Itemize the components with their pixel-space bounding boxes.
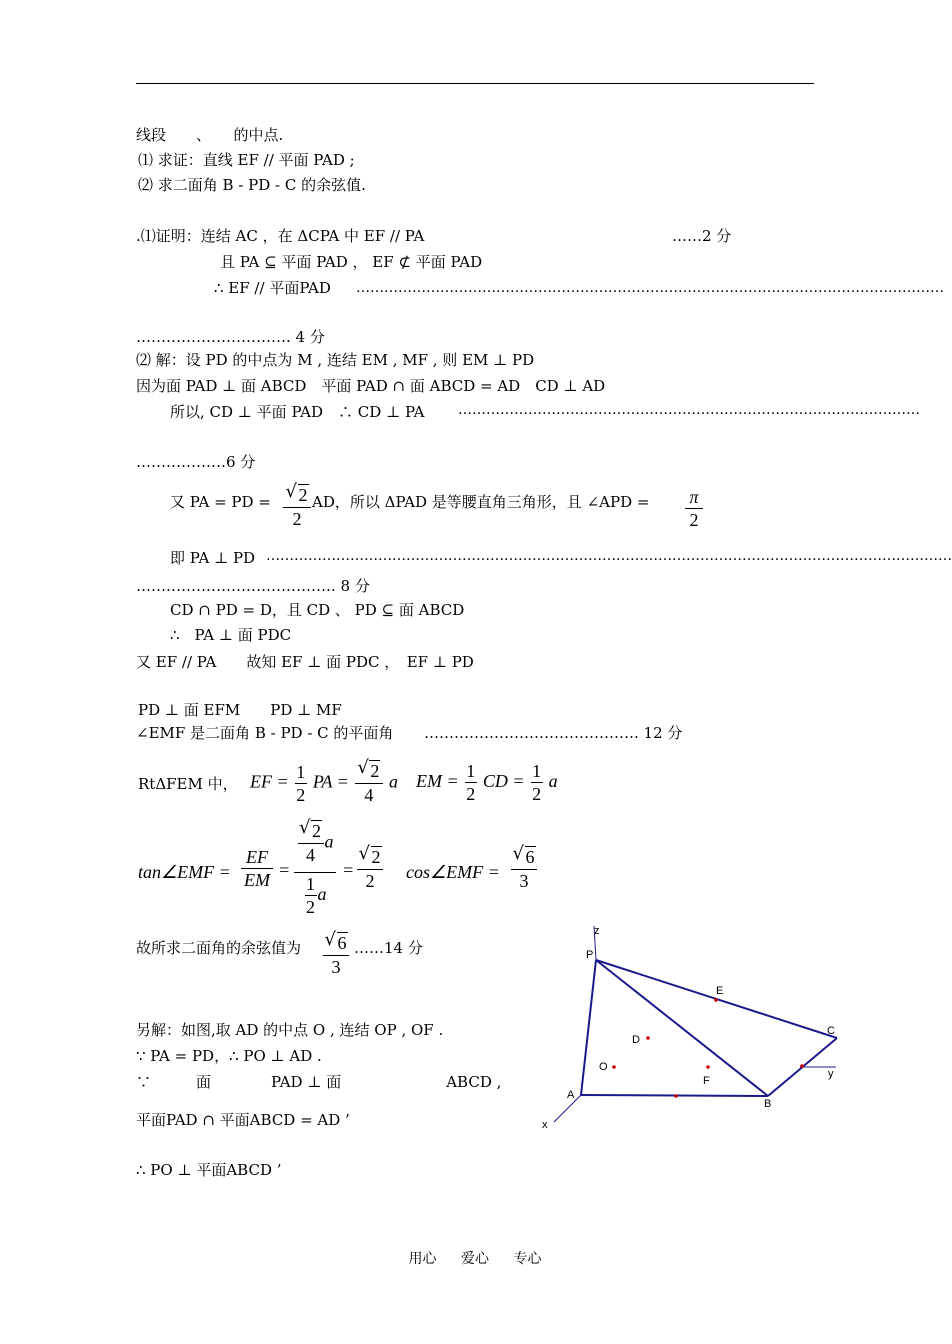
label-E: E [716,985,724,997]
question-2: ⑵ 求二面角 B - PD - C 的余弦值. [138,176,366,194]
solution2-line4b: AD，所以 ΔPAD 是等腰直角三角形，且 ∠APD = [312,493,650,511]
alt-line1: 另解：如图,取 AD 的中点 O , 连结 OP , OF . [136,1021,444,1039]
proof1-score-2: ……2 分 [672,227,732,245]
cos-label: cos∠EMF = [406,862,500,882]
solution2-score-14: ……14 分 [354,939,423,957]
alt-line2: ∵ PA = PD，∴ PO ⊥ AD . [136,1047,322,1065]
alt-line4: 平面PAD ∩ 平面ABCD = AD ’ [136,1111,350,1129]
solution2-line5: 即 PA ⊥ PD [170,549,256,567]
point-F [706,1065,710,1069]
label-C: C [827,1025,835,1037]
footer-a: 用心 [408,1251,437,1267]
alt-line3: ∵ 面 PAD ⊥ 面 ABCD , [136,1073,502,1091]
equals-sign: = [278,860,291,880]
label-x: x [542,1119,548,1131]
label-P: P [586,949,594,961]
label-F: F [703,1075,710,1087]
solution2-score-8: …………………………………. 8 分 [136,577,370,595]
footer-b: 爱心 [461,1251,489,1267]
fraction-sqrt2-over-2: √ 2 2 [282,484,312,530]
point-mid-AB [674,1094,678,1098]
point-O [612,1065,616,1069]
label-B: B [764,1098,772,1110]
question-1: ⑴ 求证：直线 EF // 平面 PAD ; [138,151,355,169]
solution2-line6: CD ∩ PD = D，且 CD 、 PD ⊆ 面 ABCD [170,601,465,619]
point-E [714,998,718,1002]
point-mid-BC [800,1064,804,1068]
label-y: y [828,1068,834,1080]
ef-over-em: EF EM [240,846,274,891]
solution2-line1: ⑵ 解：设 PD 的中点为 M , 连结 EM , MF , 则 EM ⊥ PD [136,351,535,369]
fraction-sqrt2-over-2: √ 2 2 [356,846,384,892]
label-z: z [594,925,600,937]
solution2-line2: 因为面 PAD ⊥ 面 ABCD 平面 PAD ∩ 面 ABCD = AD CD ⊥ AD [136,377,606,395]
equals-sign: = [342,860,355,880]
solution2-line10: ∠EMF 是二面角 B - PD - C 的平面角 [136,724,394,742]
edge-PA [581,960,596,1095]
fraction-sqrt6-over-3: √ 6 3 [510,846,538,892]
proof1-line2: 且 PA ⊆ 平面 PAD ， EF ⊄ 平面 PAD [220,253,483,271]
proof1-line1: .⑴证明：连结 AC ，在 ΔCPA 中 EF // PA [136,227,425,245]
em-equation: EM = $\frac{1}{2}$ CD = $\frac{1}{2}$ a [416,761,558,804]
point-D [646,1036,650,1040]
proof1-score-4: …………………………. 4 分 [136,328,325,346]
problem-line1: 线段 、 的中点. [136,126,284,144]
tan-label: tan∠EMF = [138,862,231,882]
solution2-score-6: ………………6 分 [136,453,256,471]
ef-equation: EF = $\frac{1}{2}$ PA = √ 2 4 a [250,757,399,805]
dot-leader: ……………………………………………………………………………………………………………… [356,280,944,296]
label-A: A [567,1089,575,1101]
header-rule [136,83,814,84]
solution2-line4a: 又 PA = PD = [170,493,271,511]
compound-fraction: √ 2 4 a $\frac{1}{2}$ a [294,820,336,919]
fraction-pi-over-2: π 2 [684,486,704,531]
solution2-score-12: ……………………………………. 12 分 [424,724,683,742]
fraction-sqrt6-over-3: √ 6 3 [322,932,350,978]
solution2-line13: 故所求二面角的余弦值为 [136,939,302,957]
dot-leader: ……………………………………………………………………………………… [458,402,920,418]
solution2-line7: ∴ PA ⊥ 面 PDC [170,626,292,644]
label-O: O [599,1061,608,1073]
solution2-line8: 又 EF // PA 故知 EF ⊥ 面 PDC ， EF ⊥ PD [136,653,474,671]
solution2-line11: RtΔFEM 中， [138,775,238,793]
pyramid-figure [530,918,850,1134]
footer [0,1248,950,1268]
edge-PB [596,960,768,1096]
alt-line5: ∴ PO ⊥ 平面ABCD ’ [136,1161,282,1179]
solution2-line9: PD ⊥ 面 EFM PD ⊥ MF [138,701,342,719]
proof1-line3: ∴ EF // 平面PAD [214,279,331,297]
footer-c: 专心 [513,1251,542,1267]
label-D: D [632,1034,640,1046]
solution2-line3: 所以, CD ⊥ 平面 PAD ∴ CD ⊥ PA [170,403,425,421]
dot-leader: ………………………………………………………………………………………………………………………………… [266,548,952,564]
